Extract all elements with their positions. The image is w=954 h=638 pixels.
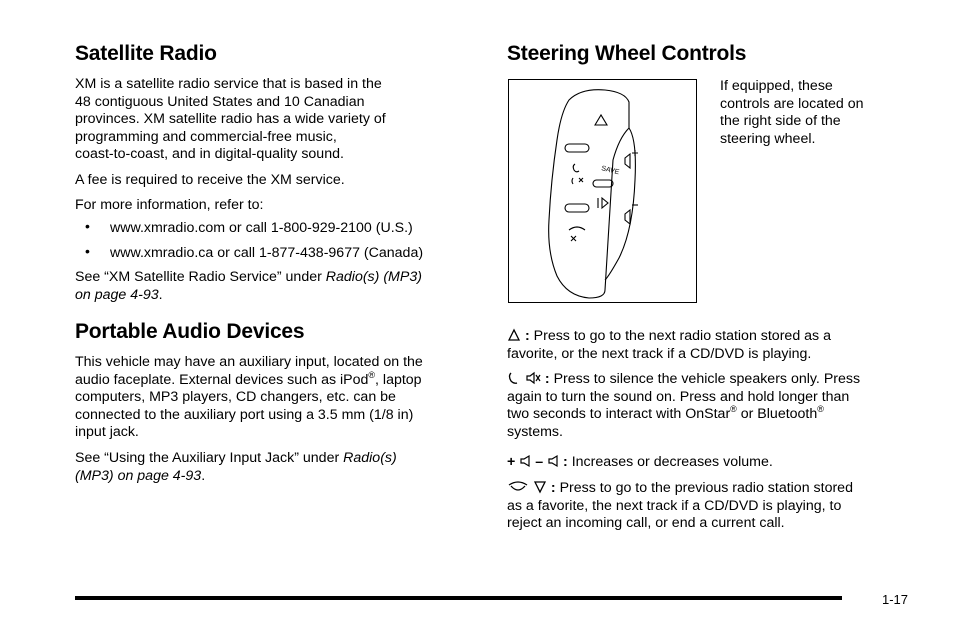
portable-line: computers, MP3 players, CD changers, etc. can be — [75, 389, 396, 405]
description-line — [507, 480, 927, 498]
page-number: 1-17 — [882, 592, 909, 607]
satellite-see-reference — [75, 269, 485, 304]
figure-caption-line: If equipped, these — [720, 78, 833, 94]
symbol-colon: : — [524, 328, 530, 344]
description-line — [507, 454, 927, 472]
steering-controls-figure — [508, 79, 697, 303]
steering-wheel-controls-heading: Steering Wheel Controls — [507, 42, 747, 65]
seek-down-icon — [533, 480, 547, 494]
save-button-label: SAVE — [600, 165, 620, 177]
portable-line-text: audio faceplate. External devices such as iPod — [75, 371, 369, 388]
satellite-intro-line: XM is a satellite radio service that is based in the — [75, 76, 382, 92]
see-reference-prefix: See “XM Satellite Radio Service” under — [75, 269, 326, 285]
portable-line-text: , laptop — [375, 371, 422, 388]
portable-line: input jack. — [75, 424, 139, 440]
footer-rule — [75, 596, 842, 600]
see-reference-line — [75, 269, 485, 287]
portable-line: connected to the auxiliary port using a 3.5 mm (1/8 in) — [75, 406, 414, 423]
description-text: Press to silence the vehicle speakers only. Press — [553, 371, 861, 387]
cross-reference-link[interactable]: Radio(s) (MP3) — [325, 269, 422, 285]
bullet-dot-icon: • — [85, 218, 90, 234]
see-reference-line — [75, 468, 485, 486]
see-reference-suffix: . — [201, 467, 206, 484]
steering-controls-illustration — [509, 80, 695, 301]
portable-line — [75, 369, 485, 390]
satellite-intro-line: provinces. XM satellite radio has a wide variety of — [75, 111, 386, 127]
bullet-text: www.xmradio.com or call 1-800-929-2100 (U.S.) — [110, 220, 413, 236]
volume-description — [507, 454, 927, 472]
registered-mark: ® — [730, 404, 737, 414]
symbol-colon: : — [550, 480, 556, 496]
description-line: again to turn the sound on. Press and hold longer than — [507, 388, 850, 405]
mute-description — [507, 371, 927, 441]
symbol-colon: : — [563, 454, 568, 470]
portable-line: This vehicle may have an auxiliary input, located on the — [75, 354, 423, 370]
description-line: reject an incoming call, or end a current call. — [507, 515, 785, 531]
cross-reference-link[interactable]: on page 4‑93 — [75, 286, 159, 303]
portable-audio-heading: Portable Audio Devices — [75, 320, 305, 343]
satellite-intro-line: 48 contiguous United States and 10 Canadian — [75, 93, 365, 110]
description-text: Press to go to the previous radio station stored — [559, 480, 853, 496]
figure-caption-line: the right side of the — [720, 113, 841, 129]
portable-audio-paragraph — [75, 354, 485, 442]
see-reference-prefix: See “Using the Auxiliary Input Jack” under — [75, 450, 344, 466]
registered-mark: ® — [817, 404, 824, 414]
description-line — [507, 328, 927, 346]
figure-caption — [720, 78, 910, 148]
next-favorite-description — [507, 328, 927, 363]
symbol-colon: : — [544, 371, 550, 387]
description-line — [507, 371, 927, 389]
description-line: systems. — [507, 423, 563, 440]
cross-reference-link[interactable]: (MP3) on page 4‑93 — [75, 467, 202, 484]
speaker-icon — [519, 454, 531, 468]
volume-plus-symbol: + — [507, 454, 516, 470]
satellite-radio-heading: Satellite Radio — [75, 42, 217, 65]
volume-minus-symbol: – — [535, 454, 544, 470]
figure-caption-line: controls are located on — [720, 95, 864, 112]
mute-icon — [525, 371, 541, 385]
figure-caption-line: steering wheel. — [720, 130, 816, 147]
cross-reference-link[interactable]: Radio(s) — [343, 450, 397, 466]
phone-icon — [507, 371, 521, 385]
see-reference-line — [75, 450, 485, 468]
bullet-item — [75, 220, 475, 238]
bullet-text: www.xmradio.ca or call 1-877-438-9677 (Canada) — [110, 245, 424, 261]
fee-paragraph: A fee is required to receive the XM service. — [75, 172, 345, 188]
registered-mark: ® — [368, 369, 376, 380]
description-text: Increases or decreases volume. — [571, 454, 773, 470]
phone-hangup-icon — [507, 480, 529, 494]
satellite-intro-line: coast-to-coast, and in digital-quality sound. — [75, 146, 344, 162]
see-reference-suffix: . — [158, 286, 163, 303]
description-text: or Bluetooth — [736, 406, 818, 422]
description-line: as a favorite, the next track if a CD/DVD is playing, to — [507, 497, 842, 514]
more-info-paragraph: For more information, refer to: — [75, 197, 264, 213]
see-reference-line — [75, 287, 485, 305]
seek-up-icon — [507, 328, 521, 342]
speaker-icon — [547, 454, 559, 468]
description-text: Press to go to the next radio station stored as a — [533, 328, 831, 344]
description-line — [507, 406, 927, 424]
description-line: favorite, or the next track if a CD/DVD is playing. — [507, 345, 812, 362]
bullet-dot-icon: • — [85, 243, 90, 259]
description-text: two seconds to interact with OnStar — [507, 406, 731, 422]
portable-see-reference — [75, 450, 485, 485]
previous-favorite-description — [507, 480, 927, 533]
satellite-intro-paragraph — [75, 76, 475, 164]
satellite-intro-line: programming and commercial-free music, — [75, 128, 337, 145]
bullet-item — [75, 245, 475, 263]
